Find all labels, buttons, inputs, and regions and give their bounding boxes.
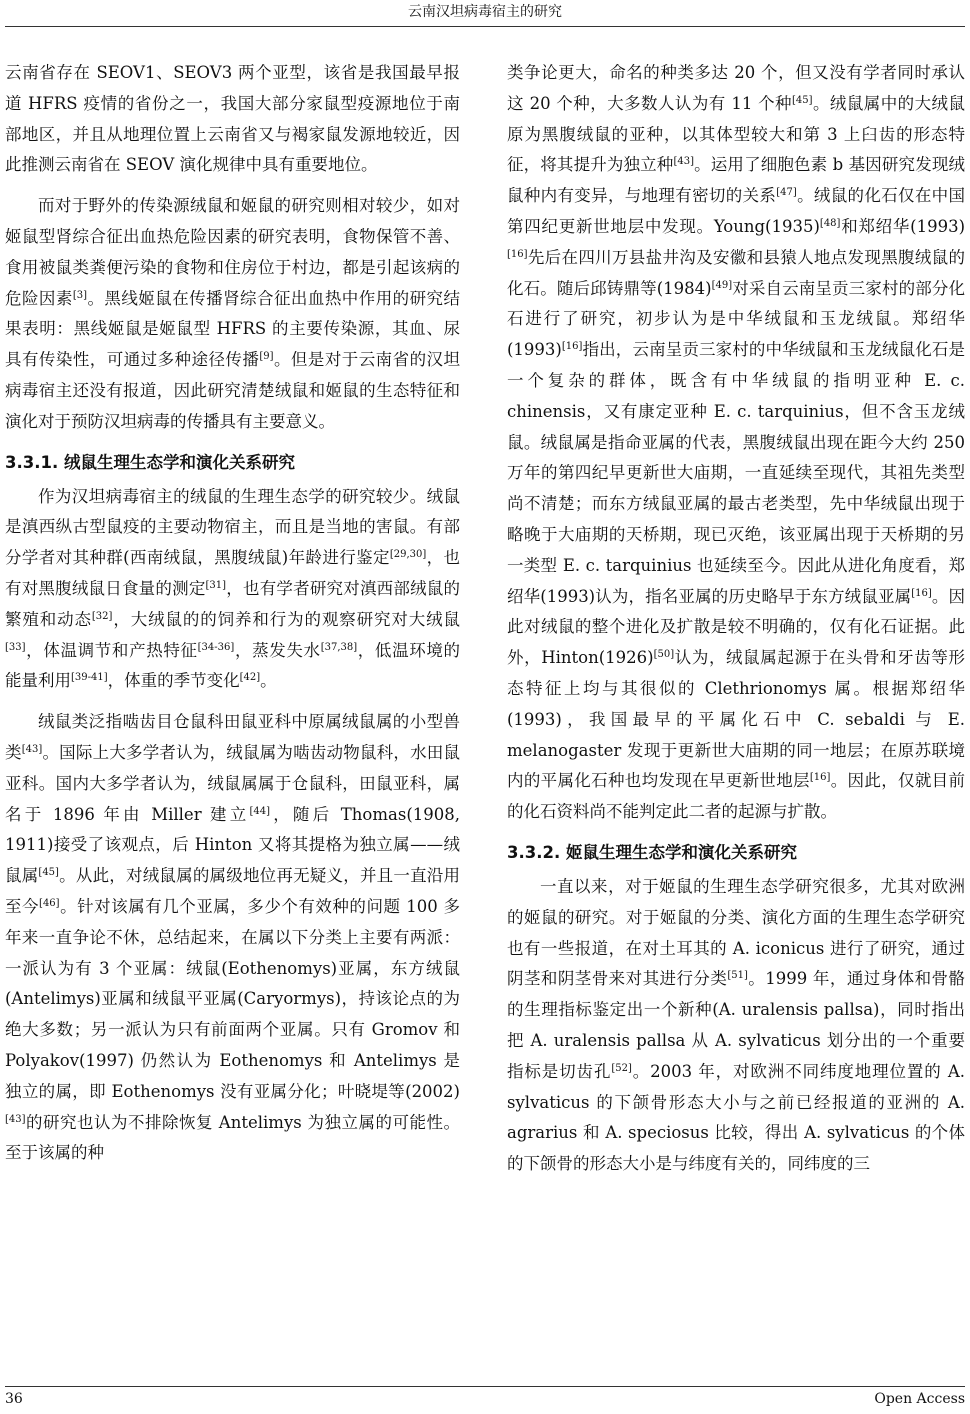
- citation-marker: [45]: [38, 867, 59, 879]
- citation-marker: [16]: [507, 248, 528, 260]
- paragraph: 绒鼠类泛指啮齿目仓鼠科田鼠亚科中原属绒鼠属的小型兽类[43]。国际上大多学者认为，绒鼠属为啮齿动物鼠科，水田鼠亚科。国内大多学者认为，绒鼠属属于仓鼠科，田鼠亚科，属名于 1896 年由 Miller 建立[44]，随后 Thomas(1908, 1911)接受了该观点，后 Hinton 又将其提格为独立属——绒鼠属[45]。从此，对绒鼠属的属级地位再无疑义，并且一直沿用至今[46]。针对该属有几个亚属，多少个有效种的问题 100 多年来一直争论不休，总结起来，在属以下分类上主要有两派：一派认为有 3 个亚属：绒鼠(Eothenomys)亚属，东方绒鼠(Antelimys)亚属和绒鼠平亚属(Caryormys)，持该论点的为绝大多数；另一派认为只有前面两个亚属。只有 Gromov 和 Polyakov(1997) 仍然认为 Eothenomys 和 Antelimys 是独立的属，即 Eothenomys 没有亚属分化；叶晓堤等(2002)[43]的研究也认为不排除恢复 Antelimys 为独立属的可能性。至于该属的种: [5, 712, 461, 1163]
- left-column: [5, 58, 460, 1179]
- section-heading-3-3-2: 3.3.2. 姬鼠生理生态学和演化关系研究: [507, 842, 797, 862]
- citation-marker: [49]: [711, 279, 733, 291]
- citation-marker: [16]: [911, 587, 932, 599]
- running-header: 云南汉坦病毒宿主的研究: [408, 4, 562, 20]
- citation-marker: [43]: [5, 1113, 26, 1125]
- header-rule: [5, 26, 965, 27]
- paragraph: 一直以来，对于姬鼠的生理生态学研究很多，尤其对欧洲的姬鼠的研究。对于姬鼠的分类、演化方面的生理生态学研究也有一些报道，在对土耳其的 A. iconicus 进行了研究，通过阴茎和阴茎骨来对其进行分类[51]。1999 年，通过身体和骨骼的生理指标鉴定出一个新种(A. uralensis pallsa)，同时指出把 A. uralensis pallsa 从 A. sylvaticus 划分出的一个重要指标是切齿孔[52]。2003 年，对欧洲不同纬度地理位置的 A. sylvaticus 的下颌骨形态大小与之前已经报道的亚洲的 A. agrarius 和 A. speciosus 比较，得出 A. sylvaticus 的个体的下颌骨的形态大小是与纬度有关的，同纬度的三: [507, 876, 965, 1174]
- citation-marker: [29,30]: [389, 549, 427, 561]
- citation-marker: [31]: [205, 579, 227, 591]
- footer-rule: [5, 1386, 965, 1387]
- citation-marker: [37,38]: [320, 641, 358, 653]
- citation-marker: [39-41]: [71, 672, 108, 684]
- citation-marker: [45]: [791, 94, 813, 106]
- paragraph: 而对于野外的传染源绒鼠和姬鼠的研究则相对较少，如对姬鼠型肾综合征出血热危险因素的研究表明，食物保管不善、食用被鼠类粪便污染的食物和住房位于村边，都是引起该病的危险因素[3]。黑线姬鼠在传播肾综合征出血热中作用的研究结果表明：黑线姬鼠是姬鼠型 HFRS 的主要传染源，其血、尿具有传染性，可通过多种途径传播[9]。但是对于云南省的汉坦病毒宿主还没有报道，因此研究清楚绒鼠和姬鼠的生态特征和演化对于预防汉坦病毒的传播具有主要意义。: [5, 196, 461, 431]
- paragraph: 类争论更大，命名的种类多达 20 个，但又没有学者同时承认这 20 个种，大多数人认为有 11 个种[45]。绒鼠属中的大绒鼠原为黑腹绒鼠的亚种，以其体型较大和第 3 上臼齿的形态特征，将其提升为独立种[43]。运用了细胞色素 b 基因研究发现绒鼠种内有变异，与地理有密切的关系[47]。绒鼠的化石仅在中国第四纪更新世地层中发现。Young(1935)[48]和郑绍华(1993)[16]先后在四川万县盐井沟及安徽和县猿人地点发现黑腹绒鼠的化石。随后邱铸鼎等(1984)[49]对采自云南呈贡三家村的部分化石进行了研究，初步认为是中华绒鼠和玉龙绒鼠。郑绍华(1993)[16]指出，云南呈贡三家村的中华绒鼠和玉龙绒鼠化石是一个复杂的群体，既含有中华绒鼠的指明亚种 E. c. chinensis，又有康定亚种 E. c. tarquinius，但不含玉龙绒鼠。绒鼠属是指命亚属的代表，黑腹绒鼠出现在距今大约 250 万年的第四纪早更新世大庙期，一直延续至现代，其祖先类型尚不清楚；而东方绒鼠亚属的最古老类型，先中华绒鼠出现于略晚于大庙期的天桥期，现已灭绝，该亚属出现于天桥期的另一类型 E. c. tarquinius 也延续至今。因此从进化角度看，郑绍华(1993)认为，指名亚属的历史略早于东方绒鼠亚属[16]。因此对绒鼠的整个进化及扩散是较不明确的，仅有化石证据。此外，Hinton(1926)[50]认为，绒鼠属起源于在头骨和牙齿等形态特征上均与其很似的 Clethrionomys 属。根据郑绍华(1993)，我国最早的平属化石中 C. sebaldi 与 E. melanogaster 发现于更新世大庙期的同一地层；在原苏联境内的平属化石种也均发现在早更新世地层[16]。因此，仅就目前的化石资料尚不能判定此二者的起源与扩散。: [507, 63, 966, 822]
- citation-marker: [46]: [39, 897, 60, 909]
- right-column: [507, 58, 965, 1190]
- citation-marker: [44]: [249, 805, 270, 817]
- citation-marker: [3]: [72, 289, 87, 301]
- page-number: 36: [5, 1391, 23, 1407]
- paragraph: 作为汉坦病毒宿主的绒鼠的生理生态学的研究较少。绒鼠是滇西纵古型鼠疫的主要动物宿主，而且是当地的害鼠。有部分学者对其种群(西南绒鼠，黑腹绒鼠)年龄进行鉴定[29,30]，也有对黑腹绒鼠日食量的测定[31]，也有学者研究对滇西部绒鼠的繁殖和动态[32]，大绒鼠的的饲养和行为的观察研究对大绒鼠[33]，体温调节和产热特征[34-36]，蒸发失水[37,38]，低温环境的能量利用[39-41]，体重的季节变化[42]。: [5, 486, 461, 691]
- paragraph: 云南省存在 SEOV1、SEOV3 两个亚型，该省是我国最早报道 HFRS 疫情的省份之一，我国大部分家鼠型疫源地位于南部地区，并且从地理位置上云南省又与褐家鼠发源地较近，因此推测云南省在 SEOV 演化规律中具有重要地位。: [5, 63, 460, 175]
- citation-marker: [16]: [809, 772, 831, 784]
- citation-marker: [34-36]: [197, 641, 235, 653]
- citation-marker: [32]: [91, 610, 113, 622]
- publisher-label: Open Access: [874, 1391, 965, 1407]
- citation-marker: [33]: [5, 641, 26, 653]
- citation-marker: [42]: [239, 672, 261, 684]
- citation-marker: [48]: [819, 217, 841, 229]
- citation-marker: [47]: [776, 187, 797, 199]
- citation-marker: [43]: [673, 156, 694, 168]
- citation-marker: [9]: [259, 351, 274, 363]
- section-heading-3-3-1: 3.3.1. 绒鼠生理生态学和演化关系研究: [5, 452, 295, 472]
- citation-marker: [50]: [653, 649, 675, 661]
- citation-marker: [51]: [727, 970, 748, 982]
- citation-marker: [52]: [611, 1062, 632, 1074]
- citation-marker: [16]: [561, 341, 583, 353]
- citation-marker: [43]: [21, 743, 43, 755]
